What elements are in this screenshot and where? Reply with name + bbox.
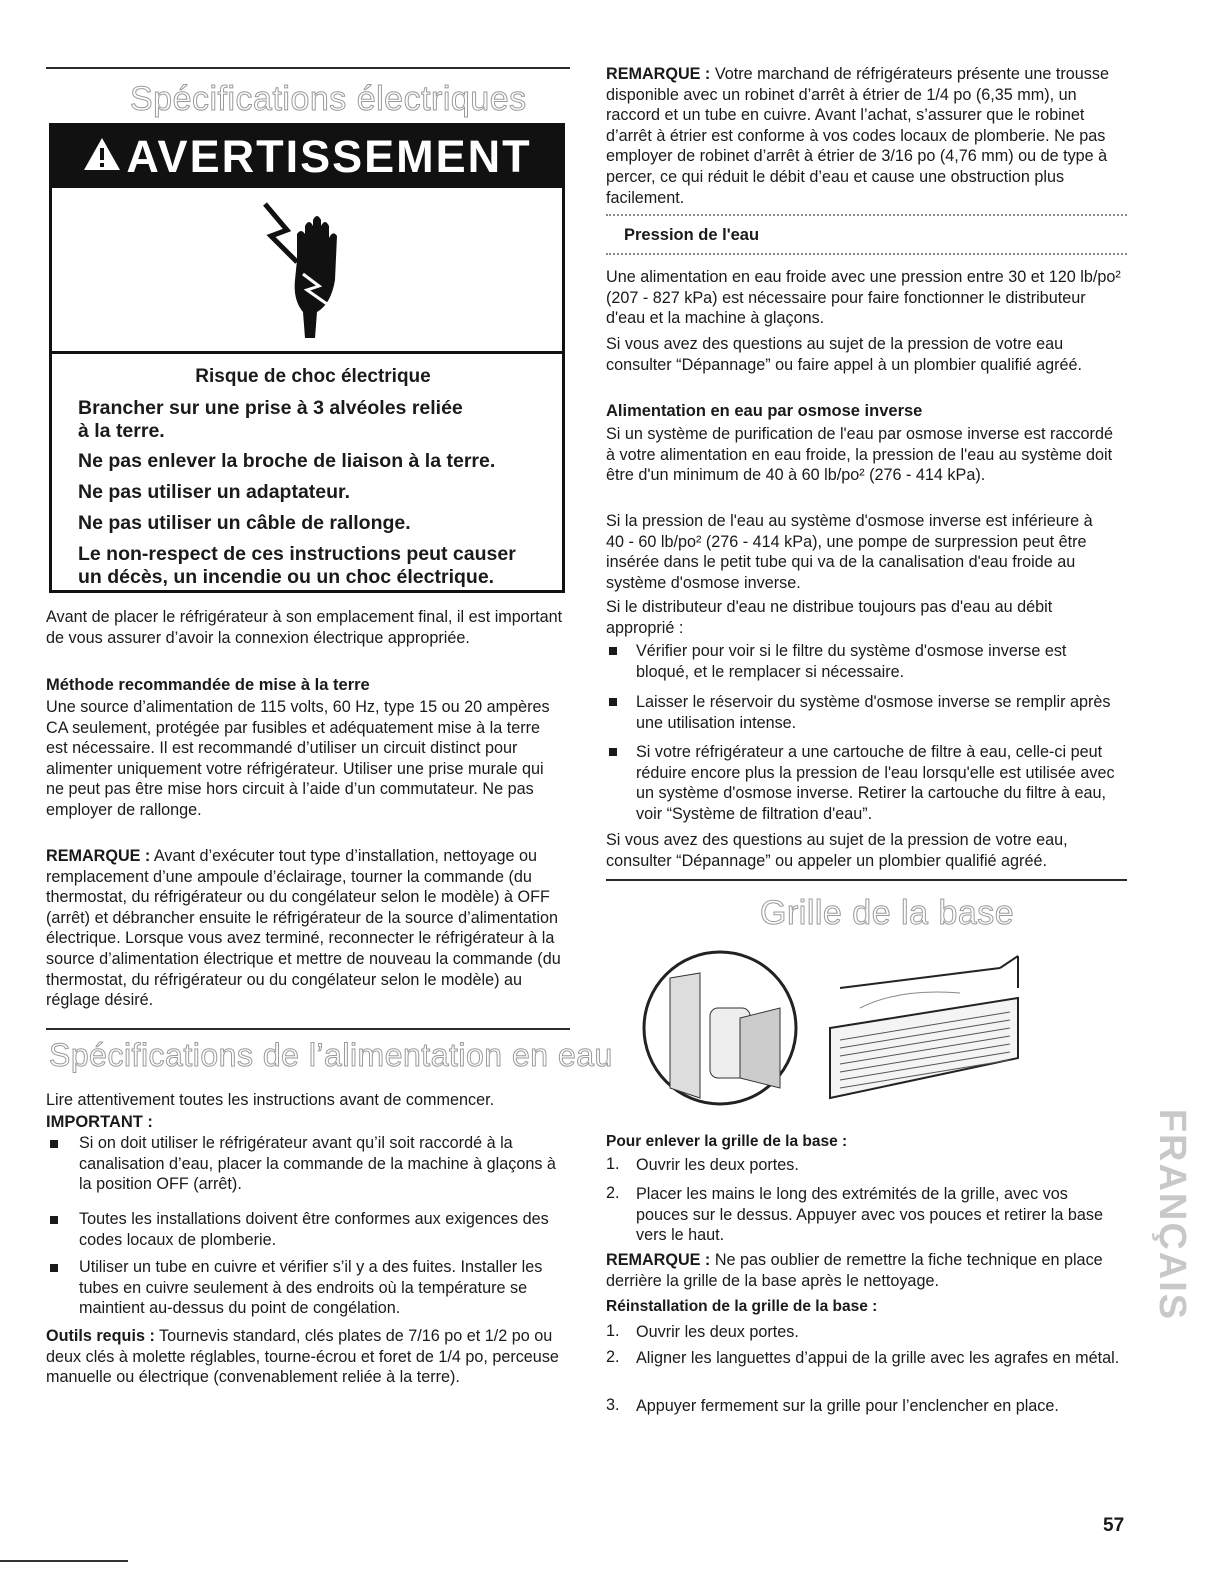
reinstall-grille-heading: Réinstallation de la grille de la base :: [606, 1298, 878, 1315]
warning-line: un décès, un incendie ou un choc électrique.: [78, 566, 495, 588]
step-number: 3.: [606, 1396, 620, 1414]
pressure-paragraph: Si un système de purification de l'eau par osmose inverse est raccordé à votre alimentation en eau froide, la pression de l'eau au système doit être d'un minimum de 40 à 60 lb/po² (276 - 414 kPa).: [606, 425, 1113, 485]
electrical-intro: Avant de placer le réfrigérateur à son emplacement final, il est important de vous assurer d’avoir la connexion électrique appropriée.: [46, 608, 563, 647]
grille-section-title: Grille de la base: [760, 894, 1015, 932]
bullet-icon: [609, 647, 617, 655]
remove-step: Placer les mains le long des extrémités de la grille, avec vos pouces sur le dessus. Appuyer avec vos pouces et retirer la base vers le haut.: [636, 1185, 1103, 1245]
pressure-paragraph: Une alimentation en eau froide avec une pression entre 30 et 120 lb/po² (207 - 827 kPa) est nécessaire pour faire fonctionner le distributeur d'eau et la machine à glaçons.: [606, 268, 1121, 328]
warning-line: Ne pas enlever la broche de liaison à la terre.: [78, 450, 496, 472]
warning-line: Ne pas utiliser un câble de rallonge.: [78, 512, 411, 534]
dotted-rule: [606, 253, 1127, 255]
step-number: 1.: [606, 1155, 620, 1173]
pressure-paragraph: Si la pression de l'eau au système d'osmose inverse est inférieure à 40 - 60 lb/po² (276 - 414 kPa), une pompe de surpression peut être insérée dans le petit tube qui va de la canalisation d'eau froide au système d'osmose inverse.: [606, 512, 1093, 592]
bullet-icon: [609, 698, 617, 706]
bullet-icon: [50, 1140, 58, 1148]
page-number: 57: [1103, 1515, 1125, 1536]
warning-triangle-icon: [82, 131, 122, 183]
dotted-rule: [606, 214, 1127, 216]
grille-note: REMARQUE : Ne pas oublier de remettre la fiche technique en place derrière la grille de la base après le nettoyage.: [606, 1251, 1103, 1290]
step-number: 1.: [606, 1322, 620, 1340]
reinstall-step: Appuyer fermement sur la grille pour l’enclencher en place.: [636, 1397, 1059, 1415]
pressure-bullet: Vérifier pour voir si le filtre du système d'osmose inverse est bloqué, et le remplacer si nécessaire.: [636, 642, 1067, 681]
warning-line: à la terre.: [78, 420, 165, 442]
pressure-paragraph: Si le distributeur d'eau ne distribue toujours pas d'eau au débit approprié :: [606, 598, 1053, 637]
water-pressure-heading: Pression de l'eau: [624, 226, 760, 244]
bullet-icon: [609, 748, 617, 756]
step-number: 2.: [606, 1184, 620, 1202]
pressure-paragraph: Si vous avez des questions au sujet de la pression de votre eau, consulter “Dépannage” ou appeler un plombier qualifié agréé.: [606, 831, 1068, 870]
base-grille-illustration: [640, 948, 1040, 1128]
tools-required: Outils requis : Tournevis standard, clés plates de 7/16 po et 1/2 po ou deux clés à molette réglables, tourne-écrou et foret de 1/4 po, perceuse manuelle ou électrique (convenablement reliée à la terre).: [46, 1327, 559, 1387]
grounding-method-text: Une source d’alimentation de 115 volts, 60 Hz, type 15 ou 20 ampères CA seulement, protégée par fusibles et adéquatement mise à la terre est nécessaire. Il est recommandé d’utiliser un circuit distinct pour alimenter uniquement votre réfrigérateur. Utiliser une prise murale qui ne peut pas être mise hors circuit à l’aide d’un commutateur. Ne pas employer de rallonge.: [46, 698, 550, 819]
water-section-title: Spécifications de l’alimentation en eau: [49, 1037, 613, 1073]
bullet-icon: [50, 1264, 58, 1272]
section-rule-grille: [606, 879, 1127, 881]
important-label: IMPORTANT :: [46, 1113, 153, 1131]
reinstall-step: Ouvrir les deux portes.: [636, 1323, 799, 1341]
footer-rule: [0, 1560, 128, 1562]
reverse-osmosis-heading: Alimentation en eau par osmose inverse: [606, 402, 923, 420]
pressure-bullet: Si votre réfrigérateur a une cartouche de filtre à eau, celle-ci peut réduire encore plus la pression de l'eau lorsqu'elle est utilisée avec un système d'osmose inverse. Retirer la cartouche du filtre à eau, voir “Système de filtration d'eau”.: [636, 743, 1115, 823]
step-number: 2.: [606, 1348, 620, 1366]
water-intro: Lire attentivement toutes les instructions avant de commencer.: [46, 1091, 495, 1109]
electrical-note: REMARQUE : Avant d’exécuter tout type d’installation, nettoyage ou remplacement d’une ampoule d’éclairage, tourner la commande (du thermostat, du réfrigérateur ou du congélateur selon le modèle) à OFF (arrêt) et débrancher ensuite le réfrigérateur de la source d’alimentation électrique. Lorsque vous avez terminé, reconnecter le réfrigérateur à la source d’alimentation électrique et mettre de nouveau la commande (du thermostat, du réfrigérateur ou du congélateur selon le modèle) au réglage désiré.: [46, 847, 561, 1010]
water-bullet: Si on doit utiliser le réfrigérateur avant qu’il soit raccordé à la canalisation d’eau, placer la commande de la machine à glaçons à la position OFF (arrêt).: [79, 1134, 556, 1194]
water-note: REMARQUE : Votre marchand de réfrigérateurs présente une trousse disponible avec un robinet d’arrêt à étrier de 1/4 po (6,35 mm), un raccord et un tube en cuivre. Avant l’achat, s’assurer que le robinet d’arrêt à étrier est conforme à vos codes locaux de plomberie. Ne pas employer de robinet d’arrêt à étrier de 3/16 po (4,76 mm) ou de type à percer, ce qui réduit le débit d’eau et cause une obstruction plus facilement.: [606, 65, 1109, 207]
top-rule-left: [46, 67, 570, 69]
reinstall-step: Aligner les languettes d’appui de la grille avec les agrafes en métal.: [636, 1349, 1120, 1367]
warning-header: AVERTISSEMENT: [52, 126, 562, 188]
electric-shock-hand-icon: [257, 200, 367, 340]
risk-title: Risque de choc électrique: [195, 366, 431, 387]
warning-line: Le non-respect de ces instructions peut causer: [78, 543, 516, 565]
section-rule-water: [46, 1028, 570, 1030]
remove-grille-heading: Pour enlever la grille de la base :: [606, 1133, 848, 1150]
water-bullet: Utiliser un tube en cuivre et vérifier s’il y a des fuites. Installer les tubes en cuivre seulement à des endroits où la température se maintient au-dessus du point de congélation.: [79, 1258, 543, 1318]
warning-line: Ne pas utiliser un adaptateur.: [78, 481, 350, 503]
warning-box: [49, 123, 565, 593]
grounding-method-heading: Méthode recommandée de mise à la terre: [46, 676, 370, 694]
language-side-tab: FRANÇAIS: [1151, 1108, 1193, 1322]
remove-step: Ouvrir les deux portes.: [636, 1156, 799, 1174]
water-bullet: Toutes les installations doivent être conformes aux exigences des codes locaux de plomberie.: [79, 1210, 549, 1249]
warning-line: Brancher sur une prise à 3 alvéoles reliée: [78, 397, 463, 419]
pressure-bullet: Laisser le réservoir du système d'osmose inverse se remplir après une utilisation intense.: [636, 693, 1111, 732]
bullet-icon: [50, 1216, 58, 1224]
warning-divider: [52, 351, 562, 354]
electrical-section-title: Spécifications électriques: [130, 80, 527, 118]
pressure-paragraph: Si vous avez des questions au sujet de la pression de votre eau consulter “Dépannage” ou faire appel à un plombier qualifié agréé.: [606, 335, 1083, 374]
